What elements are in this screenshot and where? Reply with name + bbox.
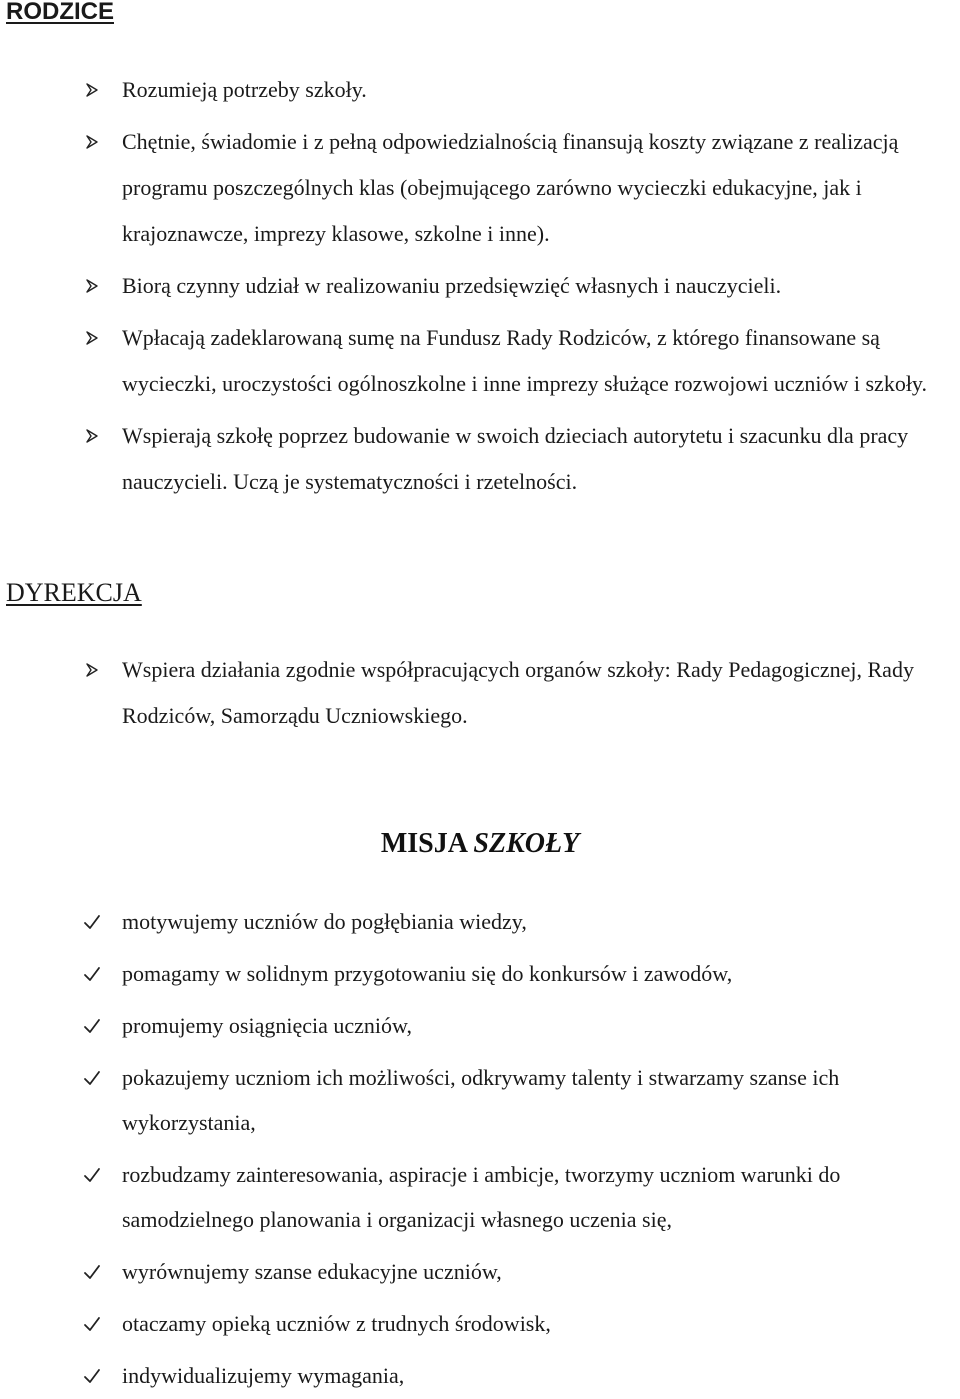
checkmark-icon: [80, 899, 104, 945]
list-item: [0, 315, 960, 407]
section-title-dyrekcja: DYREKCJA: [6, 578, 142, 607]
list-item-text: wyrównujemy szanse edukacyjne uczniów,: [122, 1259, 502, 1284]
misja-title-word: MISJA: [380, 828, 467, 859]
list-item: [0, 1353, 960, 1398]
list-item-text: motywujemy uczniów do pogłębiania wiedzy,: [122, 909, 527, 934]
rodzice-list: [0, 67, 960, 505]
list-item-text: rozbudzamy zainteresowania, aspiracje i ambicje, tworzymy uczniom warunki do samodzielnego planowania i organizacji własnego uczenia się,: [122, 1162, 841, 1232]
list-item: [0, 119, 960, 257]
list-item-text: indywidualizujemy wymagania,: [122, 1363, 405, 1388]
checkmark-icon: [80, 1055, 104, 1101]
list-item: [0, 899, 960, 944]
list-item-text: pokazujemy uczniom ich możliwości, odkrywamy talenty i stwarzamy szanse ich wykorzystania,: [122, 1065, 840, 1135]
list-item: [0, 1301, 960, 1346]
list-item-text: otaczamy opieką uczniów z trudnych środowisk,: [122, 1311, 551, 1336]
list-item: [0, 647, 960, 739]
arrowhead-bullet-icon: [80, 263, 104, 309]
checkmark-icon: [80, 1301, 104, 1347]
checkmark-icon: [80, 951, 104, 997]
list-item: [0, 951, 960, 996]
list-item: [0, 1152, 960, 1242]
section-title-misja: [0, 830, 960, 858]
checkmark-icon: [80, 1249, 104, 1295]
arrowhead-bullet-icon: [80, 315, 104, 361]
list-item-text: Biorą czynny udział w realizowaniu przedsięwzięć własnych i nauczycieli.: [122, 273, 782, 298]
dyrekcja-list: [0, 647, 960, 739]
arrowhead-bullet-icon: [80, 413, 104, 459]
list-item-text: promujemy osiągnięcia uczniów,: [122, 1013, 412, 1038]
checkmark-icon: [80, 1353, 104, 1399]
misja-title-italic-word: SZKOŁY: [473, 828, 580, 859]
list-item-text: Wspierają szkołę poprzez budowanie w swoich dzieciach autorytetu i szacunku dla pracy nauczycieli. Uczą je systematyczności i rzetelności.: [122, 423, 909, 494]
arrowhead-bullet-icon: [80, 119, 104, 165]
list-item-text: pomagamy w solidnym przygotowaniu się do konkursów i zawodów,: [122, 961, 733, 986]
arrowhead-bullet-icon: [80, 647, 104, 693]
list-item-text: Wspiera działania zgodnie współpracujących organów szkoły: Rady Pedagogicznej, Rady Rodziców, Samorządu Uczniowskiego.: [122, 657, 914, 728]
list-item: [0, 1249, 960, 1294]
list-item: [0, 263, 960, 309]
list-item: [0, 1055, 960, 1145]
section-title-rodzice: RODZICE: [6, 0, 114, 25]
arrowhead-bullet-icon: [80, 67, 104, 113]
list-item-text: Chętnie, świadomie i z pełną odpowiedzialnością finansują koszty związane z realizacją programu poszczególnych klas (obejmującego zarówno wycieczki edukacyjne, jak i krajoznawcze, imprezy klasowe, szkolne i inne).: [122, 129, 899, 246]
list-item-text: Wpłacają zadeklarowaną sumę na Fundusz Rady Rodziców, z którego finansowane są wycieczki, uroczystości ogólnoszkolne i inne imprezy służące rozwojowi uczniów i szkoły.: [122, 325, 927, 396]
list-item: [0, 1003, 960, 1048]
misja-list: [0, 899, 960, 1398]
list-item-text: Rozumieją potrzeby szkoły.: [122, 77, 367, 102]
list-item: [0, 413, 960, 505]
checkmark-icon: [80, 1152, 104, 1198]
checkmark-icon: [80, 1003, 104, 1049]
list-item: [0, 67, 960, 113]
